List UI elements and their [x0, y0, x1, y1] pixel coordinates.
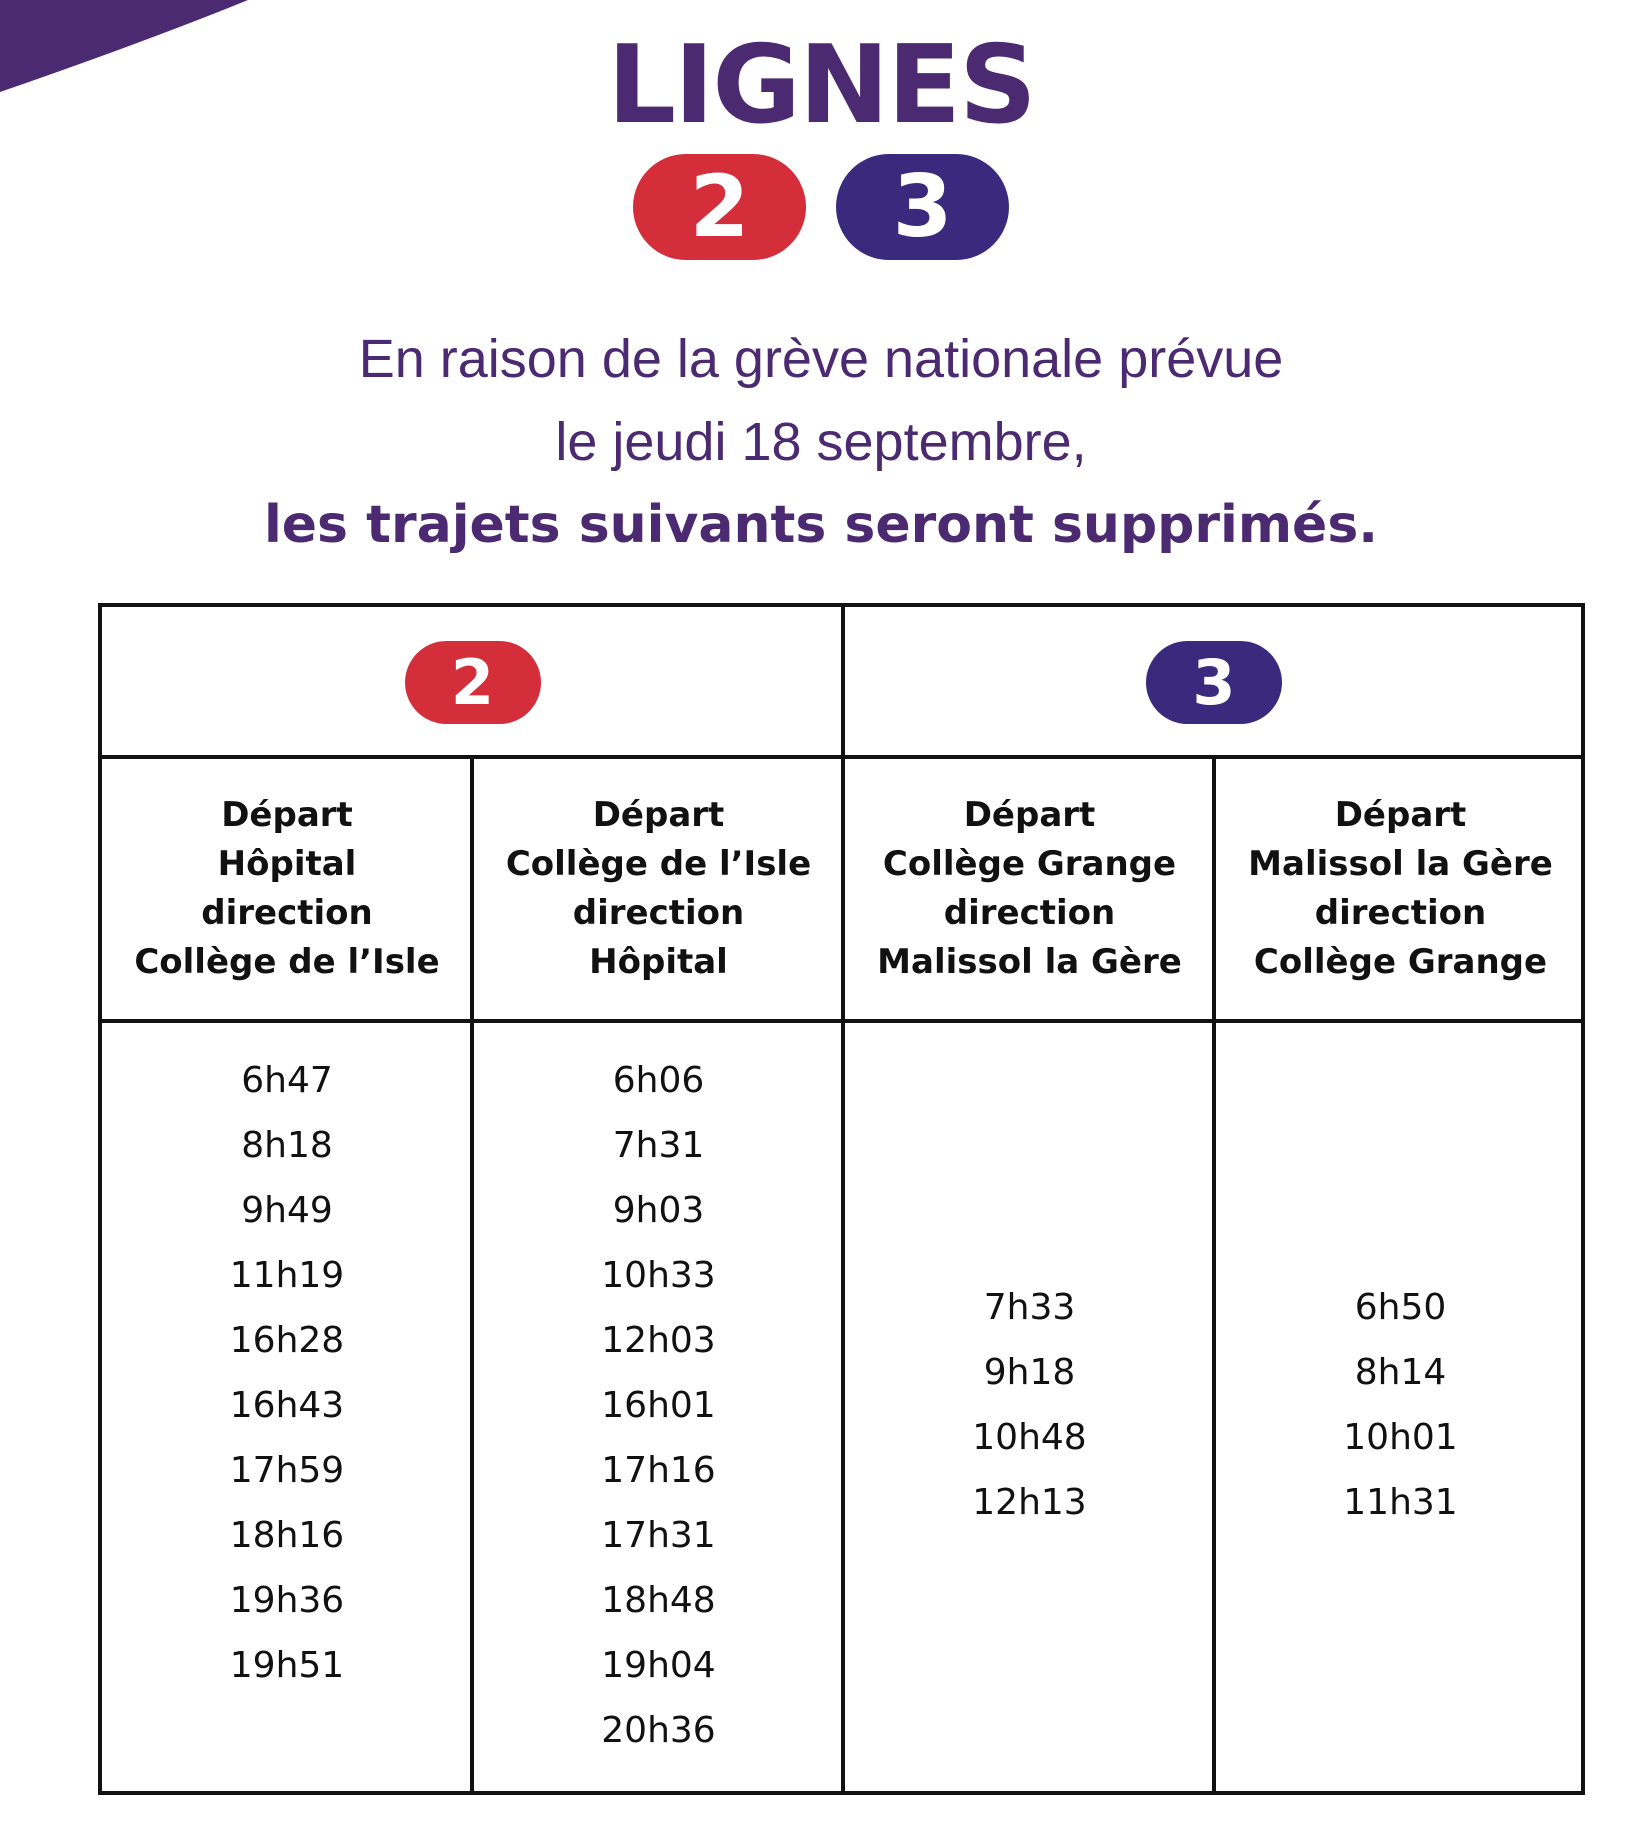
group-header-line-2 — [102, 607, 843, 757]
time-entry: 10h33 — [601, 1255, 716, 1296]
header-text: Collège Grange — [1253, 942, 1548, 982]
header-text: Malissol la Gère — [877, 942, 1182, 982]
cancelled-trips-table — [98, 603, 1585, 1795]
header-text: Hôpital — [217, 844, 357, 884]
notice-line-1: En raison de la grève nationale prévue — [358, 329, 1284, 389]
times-column-4 — [1216, 1021, 1585, 1791]
strike-notice — [0, 318, 1642, 567]
time-entry: 16h28 — [229, 1320, 345, 1361]
time-entry: 18h48 — [601, 1580, 716, 1621]
header-text: direction — [1314, 893, 1487, 933]
times-column-3 — [845, 1021, 1214, 1791]
time-entry: 9h18 — [983, 1352, 1076, 1393]
times-column-2 — [474, 1021, 843, 1791]
time-entry: 7h33 — [983, 1287, 1076, 1328]
time-entry: 17h31 — [601, 1515, 716, 1556]
time-entry: 17h59 — [229, 1450, 345, 1491]
group-header-line-3 — [843, 607, 1585, 757]
time-entry: 12h13 — [972, 1482, 1087, 1523]
time-entry: 6h47 — [241, 1060, 333, 1101]
page-title: LIGNES — [607, 23, 1035, 148]
time-entry: 6h50 — [1354, 1287, 1447, 1328]
header-text: direction — [201, 893, 373, 933]
column-header-hopital-to-isle — [102, 757, 472, 1021]
header-text: Départ — [592, 795, 725, 835]
time-entry: 19h04 — [601, 1645, 716, 1686]
header-text: Malissol la Gère — [1248, 844, 1553, 884]
time-entry: 19h36 — [229, 1580, 345, 1621]
time-entry: 8h14 — [1354, 1352, 1447, 1393]
header-text: Collège Grange — [882, 844, 1177, 884]
notice-line-3: les trajets suivants seront supprimés. — [263, 495, 1379, 555]
line-2-badge: 2 — [405, 641, 541, 724]
column-header-isle-to-hopital — [474, 757, 843, 1021]
time-entry: 16h43 — [229, 1385, 345, 1426]
line-3-badge: 3 — [836, 154, 1009, 260]
time-entry: 20h36 — [601, 1710, 716, 1751]
times-column-1 — [102, 1021, 472, 1791]
header-text: Collège de l’Isle — [505, 844, 812, 884]
line-2-badge: 2 — [633, 154, 806, 260]
time-entry: 19h51 — [229, 1645, 345, 1686]
header-text: direction — [943, 893, 1116, 933]
column-header-grange-to-malissol — [845, 757, 1214, 1021]
header-text: Hôpital — [589, 942, 728, 982]
time-entry: 9h49 — [241, 1190, 333, 1231]
time-entry: 17h16 — [601, 1450, 716, 1491]
time-entry: 11h31 — [1343, 1482, 1458, 1523]
time-entry: 16h01 — [601, 1385, 716, 1426]
column-header-malissol-to-grange — [1216, 757, 1585, 1021]
header-text: Départ — [1334, 795, 1467, 835]
notice-line-2: le jeudi 18 septembre, — [555, 412, 1087, 472]
time-entry: 11h19 — [229, 1255, 345, 1296]
time-entry: 6h06 — [612, 1060, 705, 1101]
header-text: direction — [572, 893, 745, 933]
line-3-badge: 3 — [1146, 641, 1282, 724]
time-entry: 9h03 — [612, 1190, 705, 1231]
time-entry: 7h31 — [612, 1125, 705, 1166]
time-entry: 8h18 — [241, 1125, 333, 1166]
line-badges — [0, 154, 1642, 260]
time-entry: 10h01 — [1343, 1417, 1458, 1458]
header-text: Départ — [221, 795, 353, 835]
time-entry: 18h16 — [229, 1515, 345, 1556]
header-text: Départ — [963, 795, 1096, 835]
time-entry: 10h48 — [972, 1417, 1087, 1458]
header-text: Collège de l’Isle — [134, 942, 440, 982]
time-entry: 12h03 — [601, 1320, 716, 1361]
